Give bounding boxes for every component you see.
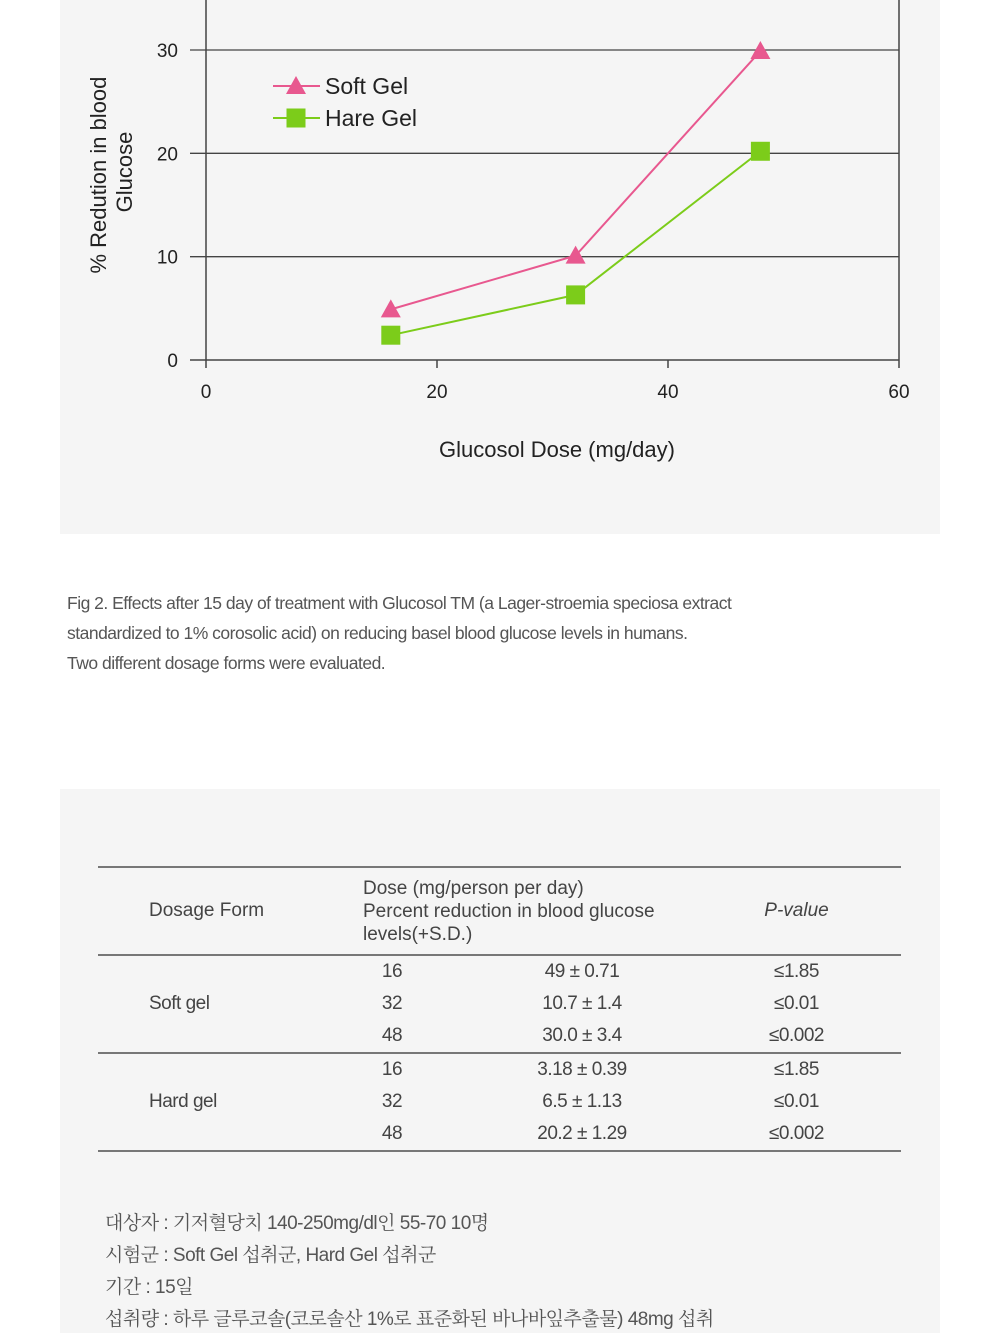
- p-value-cell: ≤0.01: [774, 1091, 819, 1112]
- soft-gel-legend-label: Soft Gel: [325, 73, 409, 99]
- header-dose: Dose (mg/person per day): [363, 877, 584, 899]
- note-subjects: 대상자 : 기저혈당치 140-250mg/dl인 55-70 10명: [105, 1213, 489, 1234]
- hare-gel-data-point: [751, 142, 770, 161]
- x-tick-label: 40: [657, 382, 679, 403]
- dosage-form-cell: Soft gel: [149, 993, 210, 1014]
- reduction-cell: 20.2 ± 1.29: [537, 1123, 627, 1144]
- header-dose-reduction: [312, 867, 692, 955]
- dosage-form-cell: Hard gel: [149, 1091, 217, 1112]
- hare-gel-data-point: [381, 326, 400, 345]
- soft-gel-group: [98, 955, 901, 1053]
- p-value-cell: ≤0.002: [769, 1025, 824, 1046]
- x-tick-label: 20: [426, 382, 448, 403]
- header-reduction: Percent reduction in blood glucose levels(+S.D.): [363, 900, 655, 945]
- hare-gel-legend-marker: [287, 109, 306, 128]
- x-tick-label: 0: [200, 382, 212, 403]
- y-axis-title: [86, 70, 137, 273]
- y-axis-title-line2: Glucose: [112, 131, 137, 213]
- reduction-cell: 6.5 ± 1.13: [542, 1091, 622, 1112]
- dose-cell: 48: [381, 1123, 403, 1144]
- caption-line: Fig 2. Effects after 15 day of treatment with Glucosol TM (a Lager-stroemia speciosa extract: [67, 593, 732, 613]
- p-value-cell: ≤1.85: [774, 1059, 819, 1080]
- header-p-value: P-value: [764, 900, 829, 921]
- dose-cell: 16: [381, 1059, 403, 1080]
- hare-gel-series-line: [391, 151, 761, 335]
- p-value-cell: ≤0.01: [774, 993, 819, 1014]
- dose-cell: 16: [381, 961, 403, 982]
- note-period: 기간 : 15일: [105, 1277, 194, 1298]
- x-axis-title: Glucosol Dose (mg/day): [439, 437, 675, 462]
- y-axis-title-line1: % Redution in blood: [86, 76, 111, 274]
- dose-cell: 48: [381, 1025, 403, 1046]
- hare-gel-legend-label: Hare Gel: [325, 105, 418, 131]
- p-value-cell: ≤0.002: [769, 1123, 824, 1144]
- header-dosage-form: Dosage Form: [149, 900, 265, 921]
- p-value-cell: ≤1.85: [774, 961, 819, 982]
- table-row: [98, 1053, 901, 1086]
- figure-caption: [67, 588, 927, 678]
- reduction-cell: 3.18 ± 0.39: [537, 1059, 627, 1080]
- hare-gel-data-point: [566, 285, 585, 304]
- line-chart: [0, 0, 1000, 534]
- caption-line: standardized to 1% corosolic acid) on reducing basel blood glucose levels in humans.: [67, 623, 688, 643]
- reduction-cell: 30.0 ± 3.4: [542, 1025, 622, 1046]
- y-tick-label: 30: [156, 41, 178, 62]
- table-header-row: [98, 867, 901, 955]
- x-tick-label: 60: [888, 382, 910, 403]
- note-groups: 시험군 : Soft Gel 섭취군, Hard Gel 섭취군: [105, 1245, 436, 1266]
- reduction-cell: 10.7 ± 1.4: [542, 993, 622, 1014]
- study-notes: [105, 1208, 714, 1336]
- caption-line: Two different dosage forms were evaluated.: [67, 653, 386, 673]
- dosage-results-table: [98, 866, 901, 1152]
- table-row: [98, 955, 901, 988]
- dose-cell: 32: [381, 1091, 403, 1112]
- dose-cell: 32: [381, 993, 403, 1014]
- hard-gel-group: [98, 1053, 901, 1151]
- soft-gel-series-line: [391, 51, 761, 309]
- y-tick-label: 0: [167, 351, 178, 372]
- y-tick-label: 20: [156, 144, 178, 166]
- reduction-cell: 49 ± 0.71: [544, 961, 620, 982]
- note-dosage: 섭취량 : 하루 글루코솔(코로솔산 1%로 표준화된 바나바잎추출물) 48mg 섭취: [105, 1309, 714, 1330]
- y-tick-label: 10: [156, 247, 178, 269]
